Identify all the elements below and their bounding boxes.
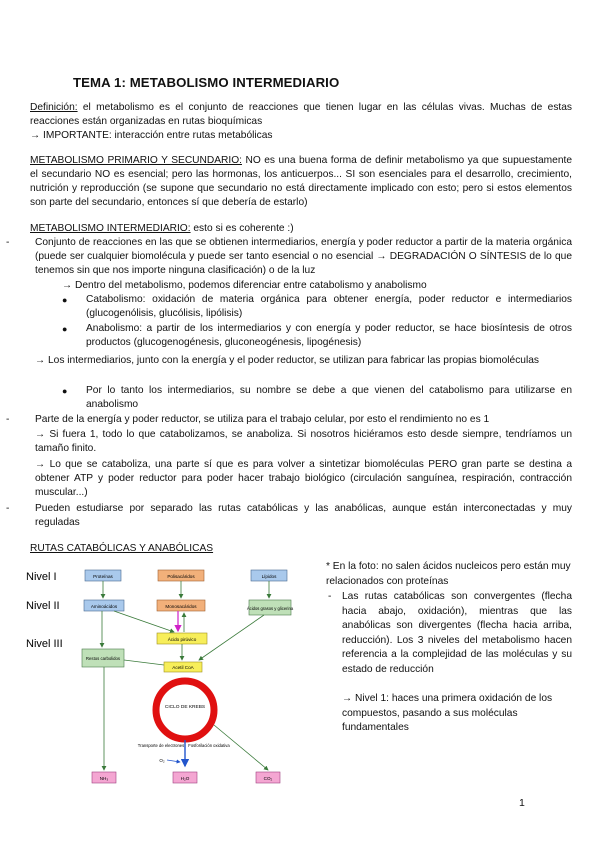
bullet-por-lo-tanto: Por lo tanto los intermediarios, su nombre se debe a que vienen del catabolismo para utilizarse en anabolismo — [86, 385, 572, 410]
intermediario-heading — [30, 222, 572, 236]
monosacaridos-text: Monosacáridos — [165, 604, 197, 609]
transporte-text: Transporte de electrones — [137, 743, 185, 748]
h2o-text: H₂O — [180, 776, 190, 781]
bullet-dash: - — [6, 414, 10, 425]
bullet-catabolismo: Catabolismo: oxidación de materia orgánica para obtener energía, poder reductor e intermediarios (glucogenólisis, glucólisis, lipólisis) — [86, 294, 572, 319]
sub-catabolismo-anabolismo: → Dentro del metabolismo, podemos diferenciar entre catabolismo y anabolismo — [62, 280, 427, 291]
bullet-dot: ● — [62, 386, 68, 396]
bullet-anabolismo: Anabolismo: a partir de los intermediarios y con energía y poder reductor, se hace biosíntesis de otros productos (glucogenogénesis, gluconeogénesis, lipogénesis) — [86, 323, 572, 348]
bullet-conjunto: Conjunto de reacciones en las que se obtienen intermediarios, energía y poder reductor a partir de la materia orgánica (puede ser cualquier biomolécula y puede ser tanto esencial o no esencial → DEGRADACIÓN O SÍNTESIS de lo que tenemos sin que nos importe ninguna clasificación) o de la luz — [35, 237, 572, 276]
bullet-dot: ● — [62, 324, 68, 334]
sub-lo-que-se-cataboliza: → Lo que se cataboliza, una parte sí que es para volver a sintetizar biomoléculas PERO gran parte se destina a obtener ATP y poder reductor para poder hacer trabajo biológico (circulación sanguínea, respiración, contracción muscular...) — [35, 459, 572, 498]
acetil-coa-text: Acetil CoA — [172, 665, 194, 670]
side-bullet: Las rutas catabólicas son convergentes (flecha hacia abajo, oxidación), mientras que las anabólicas son divergentes (flecha hacia arriba, reducción). Los 3 niveles del metabolismo hacen referencia a la complejidad de las moléculas y su estado de reducción — [342, 591, 572, 675]
krebs-cycle-ring — [156, 681, 214, 739]
definition-label: Definición: — [30, 102, 78, 113]
sub-intermediarios: → Los intermediarios, junto con la energía y el poder reductor, se utilizan para fabricar las propias biomoléculas — [35, 355, 539, 366]
page-title: TEMA 1: METABOLISMO INTERMEDIARIO — [73, 75, 340, 90]
side-note: * En la foto: no salen ácidos nucleicos pero están muy relacionados con proteínas — [326, 561, 571, 587]
polisacaridos-text: Polisacáridos — [167, 574, 195, 579]
side-nivel1: → Nivel 1: haces una primera oxidación de los compuestos, pasando a sus moléculas fundamentales — [342, 693, 553, 733]
intermediario-label: METABOLISMO INTERMEDIARIO: — [30, 223, 191, 234]
important-note: → IMPORTANTE: interacción entre rutas metabólicas — [30, 130, 273, 141]
proteinas-text: Proteínas — [93, 574, 113, 579]
intermediario-text: esto si es coherente :) — [190, 223, 294, 234]
bullet-energia: Parte de la energía y poder reductor, se utiliza para el trabajo celular, por esto el rendimiento no es 1 — [35, 414, 490, 425]
nh3-text: NH₃ — [99, 776, 109, 781]
primario-text: NO es una buena forma de definir metabolismo ya que supuestamente el secundario NO es esencial; pero las hormonas, los anticuerpos... SI son esenciales para el desarrollo, crecimiento, nutrición y reproducción (se supone que secundario no está directamente implicado con esto; pero si estos elementos son parte del secundario, entonces sí que debería de estarlo) — [30, 155, 572, 208]
level-2-label: Nivel II — [26, 600, 60, 612]
bullet-dash: - — [328, 591, 332, 602]
level-3-label: Nivel III — [26, 638, 63, 650]
fosforilacion-text: Fosforilación oxidativa — [188, 743, 230, 748]
bullet-pueden-estudiarse: Pueden estudiarse por separado las rutas catabólicas y las anabólicas, aunque están interconectadas y muy reguladas — [35, 503, 572, 528]
lipidos-text: Lípidos — [261, 574, 277, 579]
bullet-dash: - — [6, 237, 10, 248]
primario-label: METABOLISMO PRIMARIO Y SECUNDARIO: — [30, 155, 242, 166]
restos-text: Restos carbolidos — [85, 656, 121, 661]
primario-paragraph — [30, 154, 572, 210]
sub-si-fuera-1: → Si fuera 1, todo lo que catabolizamos, se anaboliza. Si nosotros hiciéramos esto desde siempre, tendríamos un tamaño finito. — [35, 429, 572, 454]
acido-piruvico-text: Ácido pirúvico — [167, 637, 197, 642]
level-1-label: Nivel I — [26, 571, 57, 583]
co2-text: CO₂ — [263, 776, 273, 781]
krebs-text: CICLO DE KREBS — [164, 705, 206, 710]
acidos-grasos-text: Ácidos grasos y glicerina — [246, 606, 294, 611]
bullet-dot: ● — [62, 295, 68, 305]
metabolism-diagram — [24, 560, 324, 790]
definition-text: el metabolismo es el conjunto de reacciones que tienen lugar en las células vivas. Muchas de estas reacciones están organizadas en rutas bioquímicas — [30, 102, 572, 127]
page-number: 1 — [519, 797, 525, 809]
bullet-dash: - — [6, 503, 10, 514]
rutas-heading: RUTAS CATABÓLICAS Y ANABÓLICAS — [30, 543, 214, 554]
aminoacidos-text: Aminoácidos — [90, 604, 118, 609]
o2-text: O₂ — [159, 758, 165, 763]
definition-paragraph — [30, 101, 572, 129]
